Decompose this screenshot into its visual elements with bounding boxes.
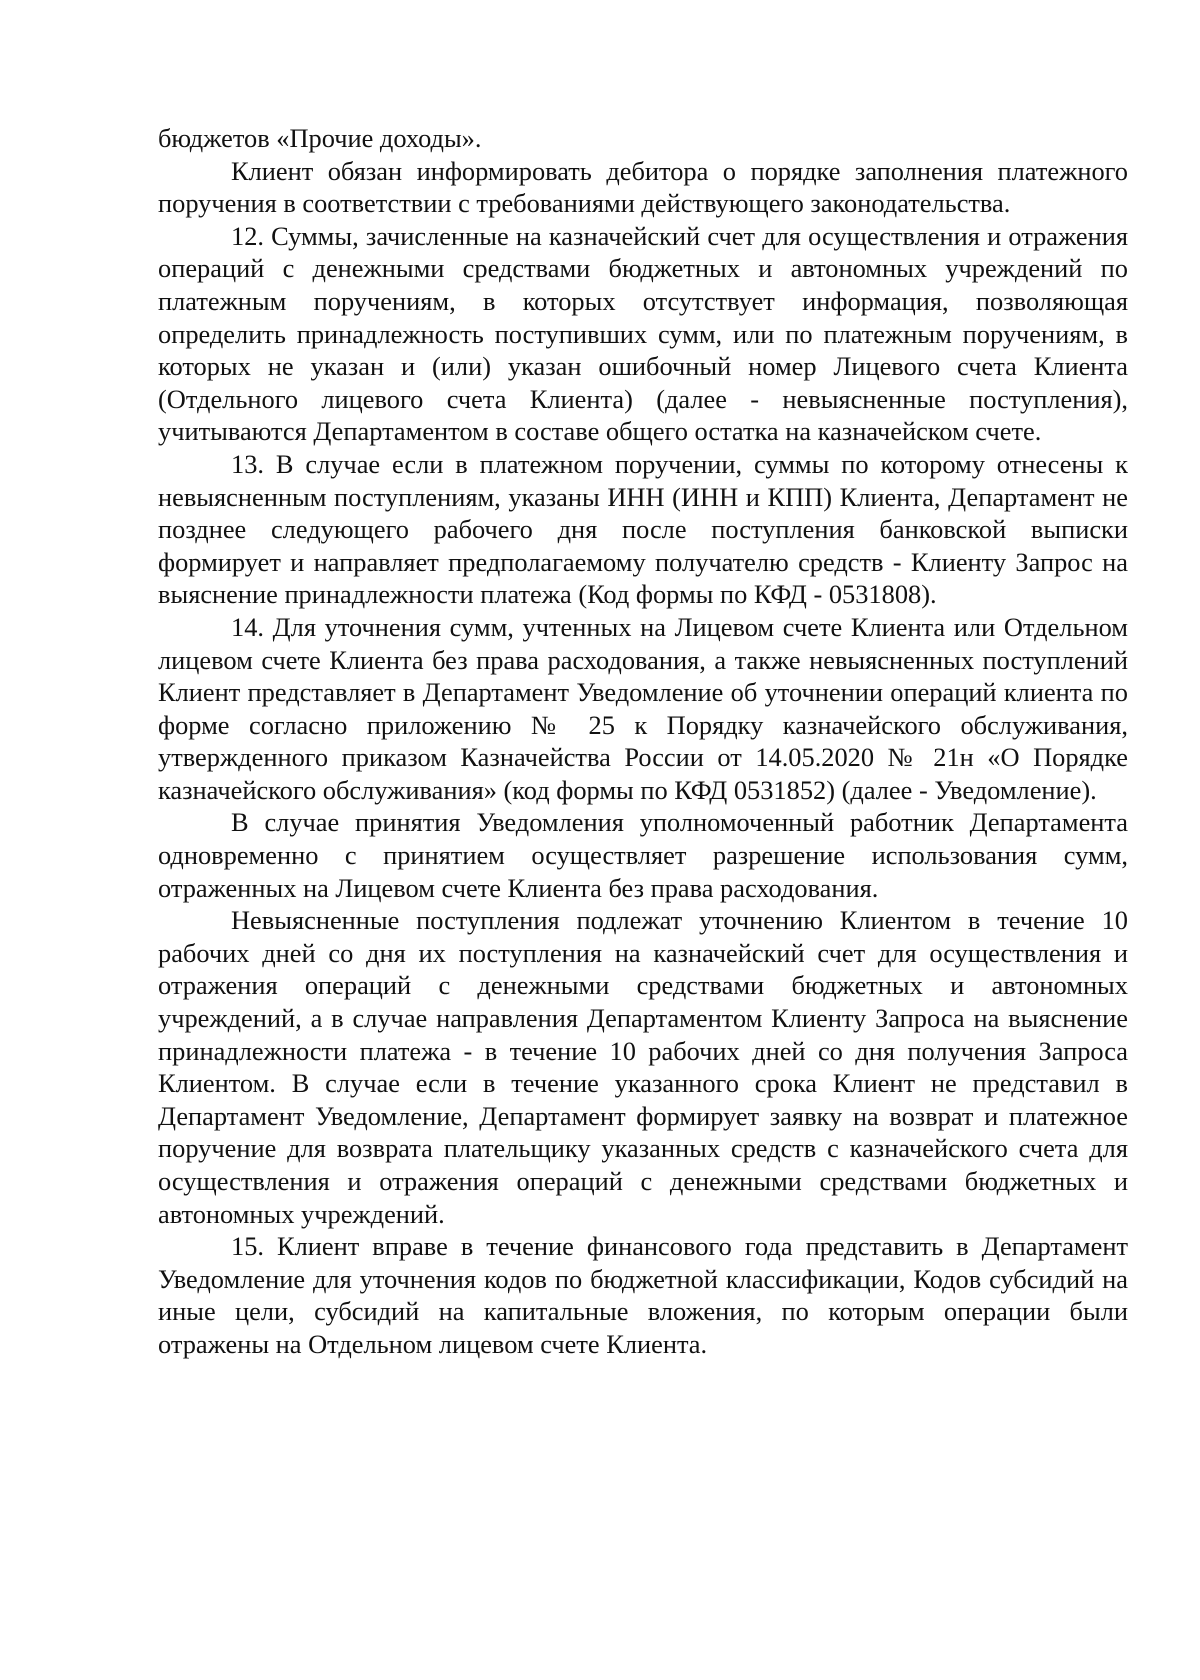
paragraph-item-14: 14. Для уточнения сумм, учтенных на Лицевом счете Клиента или Отдельном лицевом счете Клиента без права расходования, а также невыясненных поступлений Клиент представляет в Департамент Уведомление об уточнении операций клиента по форме согласно приложению № 25 к Порядку казначейского обслуживания, утвержденного приказом Казначейства России от 14.05.2020 № 21н «О Порядке казначейского обслуживания» (код формы по КФД 0531852) (далее - Уведомление). [158,611,1128,805]
paragraph-item-13: 13. В случае если в платежном поручении, суммы по которому отнесены к невыясненным поступлениям, указаны ИНН (ИНН и КПП) Клиента, Департамент не позднее следующего рабочего дня после поступления банковской выписки формирует и направляет предполагаемому получателю средств - Клиенту Запрос на выяснение принадлежности платежа (Код формы по КФД - 0531808). [158,448,1128,610]
document-page [158,122,1128,1361]
paragraph-continuation: бюджетов «Прочие доходы». [158,123,482,153]
paragraph-unclarified-receipts: Невыясненные поступления подлежат уточнению Клиентом в течение 10 рабочих дней со дня их поступления на казначейский счет для осуществления и отражения операций с денежными средствами бюджетных и автономных учреждений, а в случае направления Департаментом Клиенту Запроса на выяснение принадлежности платежа - в течение 10 рабочих дней со дня получения Запроса Клиентом. В случае если в течение указанного срока Клиент не представил в Департамент Уведомление, Департамент формирует заявку на возврат и платежное поручение для возврата плательщику указанных средств с казначейского счета для осуществления и отражения операций с денежными средствами бюджетных и автономных учреждений. [158,905,1128,1229]
paragraph-client-obligation: Клиент обязан информировать дебитора о порядке заполнения платежного поручения в соответствии с требованиями действующего законодательства. [158,155,1128,219]
paragraph-item-12: 12. Суммы, зачисленные на казначейский счет для осуществления и отражения операций с денежными средствами бюджетных и автономных учреждений по платежным поручениям, в которых отсутствует информация, позволяющая определить принадлежность поступивших сумм, или по платежным поручениям, в которых не указан и (или) указан ошибочный номер Лицевого счета Клиента (Отдельного лицевого счета Клиента) (далее - невыясненные поступления), учитываются Департаментом в составе общего остатка на казначейском счете. [158,220,1128,447]
paragraph-item-15: 15. Клиент вправе в течение финансового года представить в Департамент Уведомление для уточнения кодов по бюджетной классификации, Кодов субсидий на иные цели, субсидий на капитальные вложения, по которым операции были отражены на Отдельном лицевом счете Клиента. [158,1231,1128,1359]
paragraph-notification-acceptance: В случае принятия Уведомления уполномоченный работник Департамента одновременно с принятием осуществляет разрешение использования сумм, отраженных на Лицевом счете Клиента без права расходования. [158,807,1128,903]
